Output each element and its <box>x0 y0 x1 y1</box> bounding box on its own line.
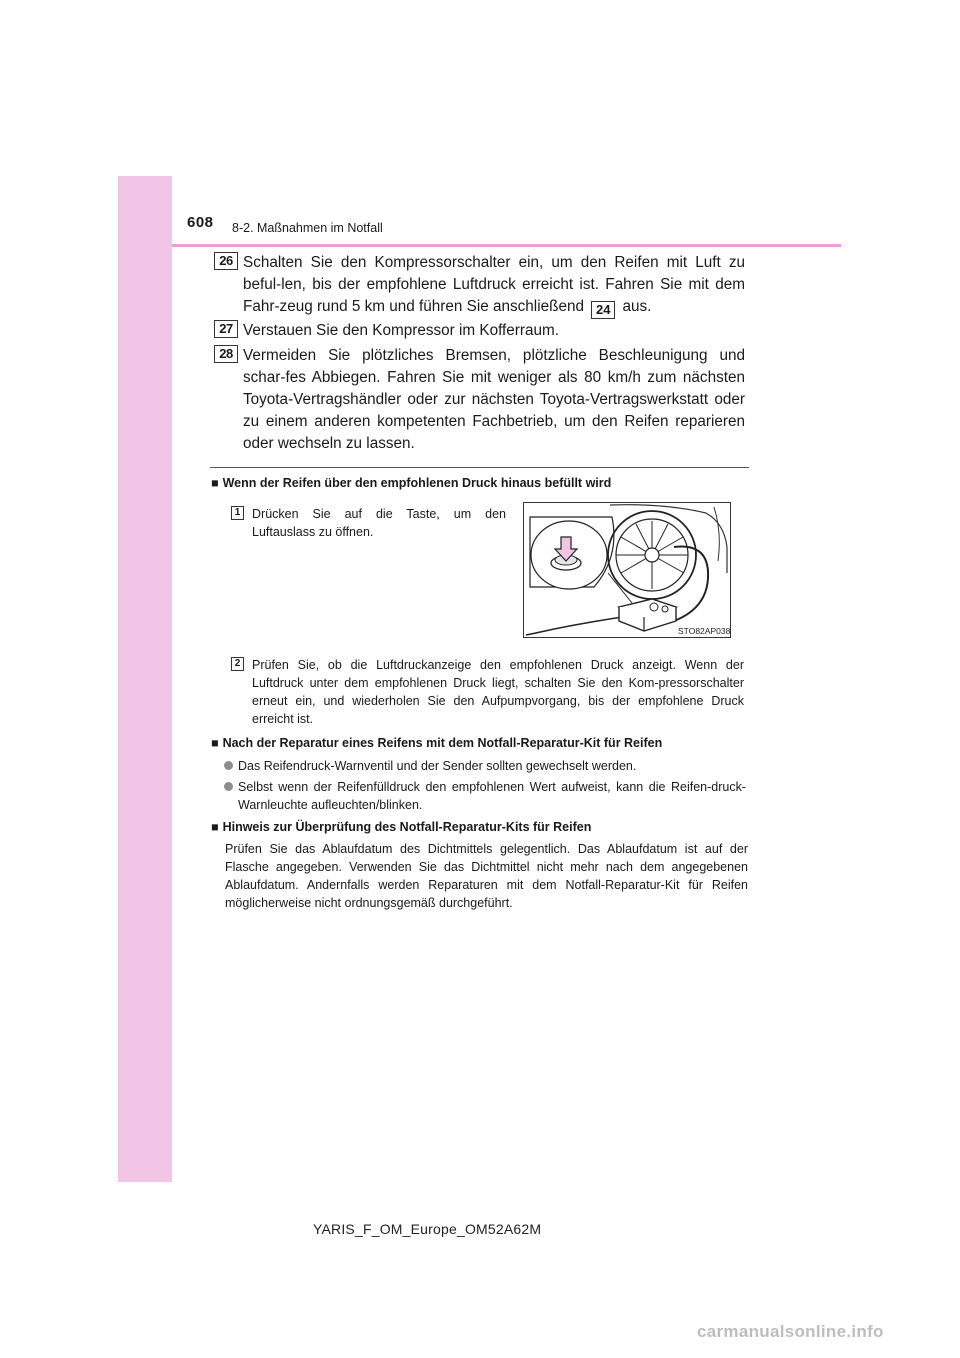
compressor-illustration <box>523 502 731 638</box>
note-step-text-2: Prüfen Sie, ob die Luftdruckanzeige den empfohlenen Druck anzeigt. Wenn der Luftdruck unter dem empfohlenen Druck liegt, schalten Sie den Kom-pressorschalter erneut ein, und wiederholen Sie den Aufpumpvorgang, bis der empfohlene Druck erreicht ist. <box>252 658 744 726</box>
note-step-badge-1: 1 <box>231 506 244 520</box>
step-text-28: Vermeiden Sie plötzliches Bremsen, plötzliche Beschleunigung und schar-fes Abbiegen. Fahren Sie mit weniger als 80 km/h zum nächsten Toyota-Vertragshändler oder zur nächsten Toyota-Vertragswerkstatt oder zu einem anderen kompetenten Fachbetrieb, um den Reifen reparieren oder wechseln zu lassen. <box>243 347 745 452</box>
figure-code: STO82AP038 <box>678 626 731 636</box>
document-code: YARIS_F_OM_Europe_OM52A62M <box>313 1221 542 1237</box>
step-26-text-after: aus. <box>622 298 652 315</box>
section-divider <box>210 467 749 468</box>
section-title: 8-2. Maßnahmen im Notfall <box>232 221 383 235</box>
watermark: carmanualsonline.info <box>697 1322 884 1341</box>
step-badge-28: 28 <box>214 345 238 363</box>
step-badge-26: 26 <box>214 252 238 270</box>
step-text-27: Verstauen Sie den Kompressor im Kofferraum. <box>243 322 560 339</box>
chapter-tab-bar <box>118 176 172 1182</box>
header-rule <box>172 244 841 247</box>
square-bullet-icon: ■ <box>211 736 219 750</box>
note-heading-overinflated: ■ Wenn der Reifen über den empfohlenen Druck hinaus befüllt wird <box>211 476 612 490</box>
note-step-text-1: Drücken Sie auf die Taste, um den Luftauslass zu öffnen. <box>252 507 506 539</box>
round-bullet-icon <box>224 782 233 791</box>
note-heading-inspection: ■ Hinweis zur Überprüfung des Notfall-Reparatur-Kits für Reifen <box>211 820 592 834</box>
round-bullet-icon <box>224 761 233 770</box>
page-number: 608 <box>187 214 214 231</box>
step-26-text-before: Schalten Sie den Kompressorschalter ein, um den Reifen mit Luft zu beful-len, bis der empfohlene Luftdruck erreicht ist. Fahren Sie mit dem Fahr-zeug rund 5 km und führen Sie anschließend <box>243 254 745 315</box>
square-bullet-icon: ■ <box>211 820 219 834</box>
note-inspection-text: Prüfen Sie das Ablaufdatum des Dichtmittels gelegentlich. Das Ablaufdatum ist auf der Flasche angegeben. Verwenden Sie das Dichtmittel nicht mehr nach dem angegebenen Ablaufdatum. Andernfalls werden Reparaturen mit dem Notfall-Reparatur-Kit für Reifen möglicherweise nicht ordnungsgemäß durchgeführt. <box>225 842 748 910</box>
step-ref-badge-24: 24 <box>591 301 615 319</box>
tire-compressor-drawing <box>524 503 730 637</box>
note-heading-after-repair: ■ Nach der Reparatur eines Reifens mit dem Notfall-Reparatur-Kit für Reifen <box>211 736 663 750</box>
step-text-26 <box>243 252 745 319</box>
note-step-badge-2: 2 <box>231 657 244 671</box>
square-bullet-icon: ■ <box>211 476 219 490</box>
list-item: Selbst wenn der Reifenfülldruck den empfohlenen Wert aufweist, kann die Reifen-druck-Warnleuchte aufleuchten/blinken. <box>225 778 746 814</box>
step-badge-27: 27 <box>214 320 238 338</box>
list-item: Das Reifendruck-Warnventil und der Sender sollten gewechselt werden. <box>225 757 746 775</box>
